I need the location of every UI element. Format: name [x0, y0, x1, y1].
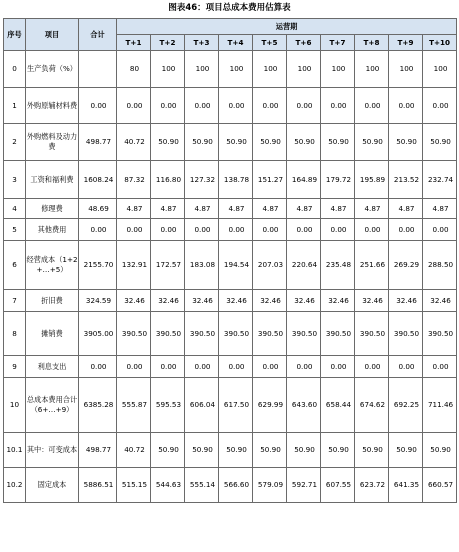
row-value: 0.00 [151, 88, 185, 124]
row-value: 0.00 [355, 88, 389, 124]
row-value: 390.50 [151, 312, 185, 356]
row-value: 0.00 [219, 88, 253, 124]
row-item: 外购原辅材料费 [26, 88, 79, 124]
row-value: 207.03 [253, 241, 287, 290]
row-total: 6385.28 [79, 378, 117, 433]
table-row [4, 219, 457, 241]
table-row [4, 124, 457, 161]
row-value: 606.04 [185, 378, 219, 433]
header-total: 合计 [79, 19, 117, 51]
row-value: 390.50 [321, 312, 355, 356]
row-value: 172.57 [151, 241, 185, 290]
row-seq: 7 [4, 290, 26, 312]
table-row [4, 88, 457, 124]
row-value: 623.72 [355, 468, 389, 503]
row-value: 4.87 [389, 199, 423, 219]
row-item: 总成本费用合计（6+…+9） [26, 378, 79, 433]
row-value: 4.87 [355, 199, 389, 219]
row-value: 4.87 [321, 199, 355, 219]
row-value: 32.46 [117, 290, 151, 312]
header-year: T+10 [423, 35, 457, 51]
row-total: 2155.70 [79, 241, 117, 290]
table-row [4, 378, 457, 433]
row-value: 0.00 [355, 356, 389, 378]
row-value: 0.00 [185, 219, 219, 241]
row-value: 50.90 [287, 124, 321, 161]
row-value: 87.32 [117, 161, 151, 199]
row-value: 4.87 [287, 199, 321, 219]
row-item: 外购燃料及动力费 [26, 124, 79, 161]
row-value: 0.00 [253, 219, 287, 241]
row-value: 50.90 [423, 433, 457, 468]
row-value: 32.46 [185, 290, 219, 312]
row-value: 595.53 [151, 378, 185, 433]
row-total: 0.00 [79, 356, 117, 378]
row-value: 251.66 [355, 241, 389, 290]
row-value: 132.91 [117, 241, 151, 290]
table-row [4, 199, 457, 219]
row-value: 711.46 [423, 378, 457, 433]
row-value: 50.90 [253, 124, 287, 161]
page-title: 图表46：项目总成本费用估算表 [168, 3, 291, 13]
row-seq: 1 [4, 88, 26, 124]
row-value: 127.32 [185, 161, 219, 199]
row-total: 0.00 [79, 88, 117, 124]
row-value: 179.72 [321, 161, 355, 199]
row-value: 0.00 [185, 88, 219, 124]
row-value: 50.90 [151, 124, 185, 161]
row-value: 40.72 [117, 124, 151, 161]
row-value: 0.00 [321, 88, 355, 124]
row-value: 288.50 [423, 241, 457, 290]
row-value: 50.90 [253, 433, 287, 468]
row-value: 32.46 [219, 290, 253, 312]
row-value: 50.90 [355, 433, 389, 468]
row-value: 4.87 [185, 199, 219, 219]
row-total: 498.77 [79, 124, 117, 161]
row-value: 100 [219, 51, 253, 88]
row-value: 32.46 [389, 290, 423, 312]
table-row [4, 433, 457, 468]
row-value: 0.00 [423, 219, 457, 241]
row-value: 617.50 [219, 378, 253, 433]
row-value: 629.99 [253, 378, 287, 433]
row-total [79, 51, 117, 88]
table-row [4, 468, 457, 503]
row-value: 390.50 [185, 312, 219, 356]
row-value: 32.46 [287, 290, 321, 312]
row-item: 折旧费 [26, 290, 79, 312]
table-row [4, 356, 457, 378]
row-value: 100 [355, 51, 389, 88]
row-total: 324.59 [79, 290, 117, 312]
row-value: 674.62 [355, 378, 389, 433]
row-value: 0.00 [389, 356, 423, 378]
row-value: 0.00 [219, 219, 253, 241]
row-value: 80 [117, 51, 151, 88]
row-value: 390.50 [423, 312, 457, 356]
row-value: 0.00 [117, 88, 151, 124]
row-value: 515.15 [117, 468, 151, 503]
row-value: 390.50 [117, 312, 151, 356]
table-row [4, 290, 457, 312]
header-year: T+4 [219, 35, 253, 51]
header-year: T+8 [355, 35, 389, 51]
table-row [4, 241, 457, 290]
row-value: 607.55 [321, 468, 355, 503]
row-value: 100 [185, 51, 219, 88]
row-value: 0.00 [253, 356, 287, 378]
row-value: 643.60 [287, 378, 321, 433]
row-total: 1608.24 [79, 161, 117, 199]
row-seq: 9 [4, 356, 26, 378]
row-total: 48.69 [79, 199, 117, 219]
row-value: 50.90 [321, 124, 355, 161]
row-value: 4.87 [151, 199, 185, 219]
row-item: 生产负荷（%） [26, 51, 79, 88]
row-value: 390.50 [355, 312, 389, 356]
row-value: 0.00 [287, 219, 321, 241]
table-header [4, 19, 457, 51]
row-value: 0.00 [423, 356, 457, 378]
row-value: 32.46 [321, 290, 355, 312]
row-value: 50.90 [389, 433, 423, 468]
row-value: 50.90 [389, 124, 423, 161]
row-value: 641.35 [389, 468, 423, 503]
row-seq: 6 [4, 241, 26, 290]
row-value: 0.00 [151, 356, 185, 378]
row-item: 经营成本（1+2+…+5） [26, 241, 79, 290]
row-value: 544.63 [151, 468, 185, 503]
row-value: 232.74 [423, 161, 457, 199]
table-row [4, 51, 457, 88]
row-seq: 10 [4, 378, 26, 433]
row-value: 116.80 [151, 161, 185, 199]
row-value: 4.87 [423, 199, 457, 219]
row-value: 100 [287, 51, 321, 88]
row-value: 0.00 [117, 219, 151, 241]
row-value: 138.78 [219, 161, 253, 199]
header-year: T+2 [151, 35, 185, 51]
row-value: 4.87 [253, 199, 287, 219]
row-value: 32.46 [355, 290, 389, 312]
header-period: 运营期 [117, 19, 457, 35]
header-item: 项目 [26, 19, 79, 51]
row-value: 235.48 [321, 241, 355, 290]
row-value: 4.87 [219, 199, 253, 219]
table-body [4, 51, 457, 503]
row-value: 40.72 [117, 433, 151, 468]
header-year: T+3 [185, 35, 219, 51]
row-item: 工资和福利费 [26, 161, 79, 199]
row-value: 390.50 [389, 312, 423, 356]
row-value: 213.52 [389, 161, 423, 199]
row-value: 0.00 [321, 219, 355, 241]
row-value: 566.60 [219, 468, 253, 503]
row-value: 555.87 [117, 378, 151, 433]
row-value: 32.46 [151, 290, 185, 312]
row-value: 100 [389, 51, 423, 88]
row-value: 100 [151, 51, 185, 88]
row-total: 3905.00 [79, 312, 117, 356]
row-value: 0.00 [389, 88, 423, 124]
header-year: T+7 [321, 35, 355, 51]
row-total: 498.77 [79, 433, 117, 468]
row-seq: 8 [4, 312, 26, 356]
row-seq: 10.1 [4, 433, 26, 468]
row-value: 0.00 [287, 88, 321, 124]
row-value: 183.08 [185, 241, 219, 290]
row-value: 50.90 [219, 124, 253, 161]
row-total: 5886.51 [79, 468, 117, 503]
row-value: 579.09 [253, 468, 287, 503]
row-value: 195.89 [355, 161, 389, 199]
row-value: 220.64 [287, 241, 321, 290]
row-seq: 10.2 [4, 468, 26, 503]
row-value: 0.00 [185, 356, 219, 378]
row-value: 390.50 [287, 312, 321, 356]
row-item: 利息支出 [26, 356, 79, 378]
row-value: 100 [321, 51, 355, 88]
row-value: 0.00 [151, 219, 185, 241]
row-value: 0.00 [287, 356, 321, 378]
row-item: 摊销费 [26, 312, 79, 356]
header-seq: 序号 [4, 19, 26, 51]
row-value: 50.90 [287, 433, 321, 468]
table-row [4, 312, 457, 356]
row-item: 修理费 [26, 199, 79, 219]
header-year: T+5 [253, 35, 287, 51]
row-value: 0.00 [219, 356, 253, 378]
row-value: 658.44 [321, 378, 355, 433]
row-value: 50.90 [321, 433, 355, 468]
row-item: 固定成本 [26, 468, 79, 503]
row-value: 50.90 [185, 433, 219, 468]
row-value: 100 [253, 51, 287, 88]
row-value: 0.00 [423, 88, 457, 124]
row-value: 555.14 [185, 468, 219, 503]
row-value: 0.00 [117, 356, 151, 378]
row-value: 269.29 [389, 241, 423, 290]
table-row [4, 161, 457, 199]
row-item: 其他费用 [26, 219, 79, 241]
row-value: 151.27 [253, 161, 287, 199]
row-value: 50.90 [355, 124, 389, 161]
cost-estimate-table [3, 18, 457, 503]
row-value: 4.87 [117, 199, 151, 219]
row-value: 32.46 [253, 290, 287, 312]
row-value: 692.25 [389, 378, 423, 433]
row-seq: 4 [4, 199, 26, 219]
row-value: 50.90 [185, 124, 219, 161]
row-value: 164.89 [287, 161, 321, 199]
header-year: T+1 [117, 35, 151, 51]
row-seq: 0 [4, 51, 26, 88]
row-seq: 3 [4, 161, 26, 199]
row-item: 其中：可变成本 [26, 433, 79, 468]
row-value: 0.00 [321, 356, 355, 378]
row-value: 100 [423, 51, 457, 88]
row-seq: 5 [4, 219, 26, 241]
header-year: T+9 [389, 35, 423, 51]
row-value: 0.00 [253, 88, 287, 124]
row-value: 390.50 [253, 312, 287, 356]
row-value: 0.00 [389, 219, 423, 241]
row-value: 194.54 [219, 241, 253, 290]
row-value: 0.00 [355, 219, 389, 241]
row-seq: 2 [4, 124, 26, 161]
row-value: 32.46 [423, 290, 457, 312]
row-value: 50.90 [151, 433, 185, 468]
header-year: T+6 [287, 35, 321, 51]
row-value: 50.90 [423, 124, 457, 161]
row-value: 592.71 [287, 468, 321, 503]
row-value: 50.90 [219, 433, 253, 468]
row-total: 0.00 [79, 219, 117, 241]
row-value: 660.57 [423, 468, 457, 503]
row-value: 390.50 [219, 312, 253, 356]
